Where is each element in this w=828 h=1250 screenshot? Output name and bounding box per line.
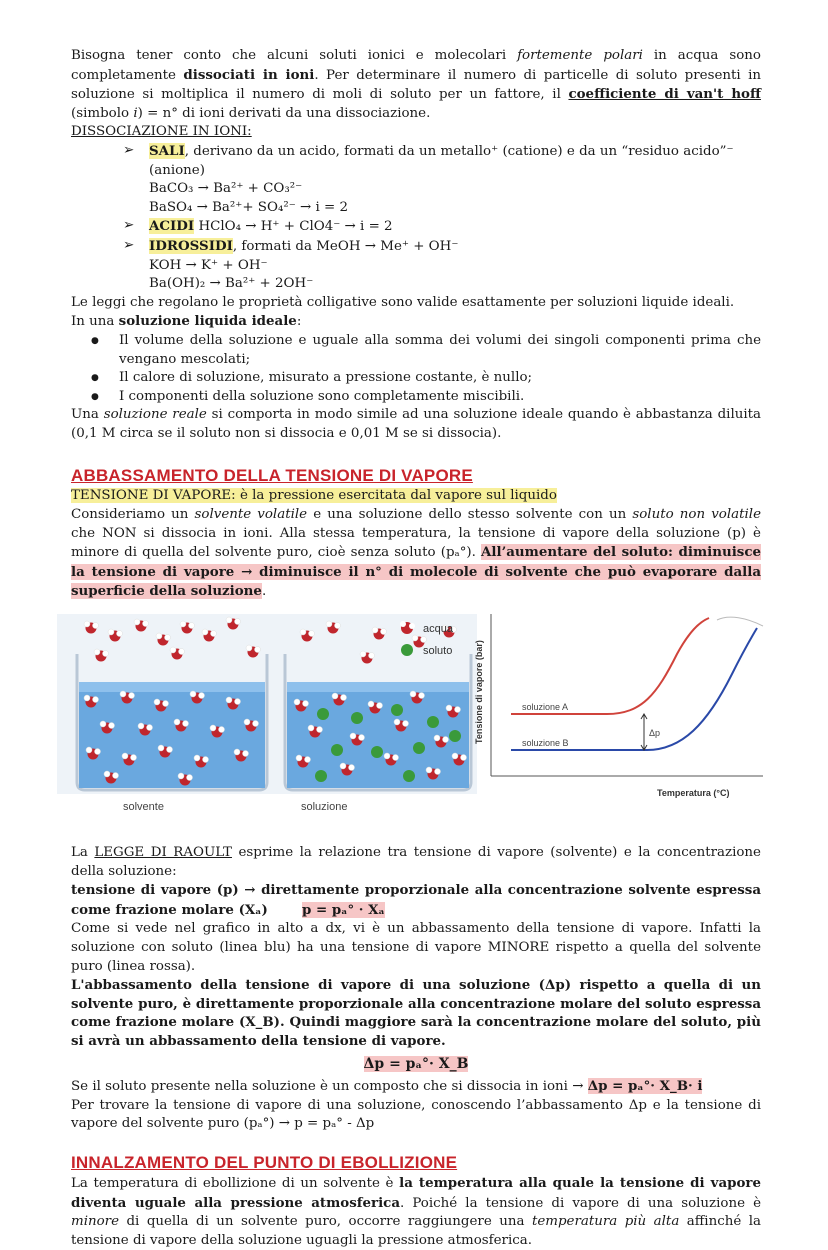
solute-particle: [427, 716, 439, 728]
list-item-acidi: ➢ ACIDI HClO₄ → H⁺ + ClO4⁻ → i = 2: [123, 218, 393, 235]
arrow-bullet-icon: ➢: [123, 237, 135, 253]
boiling-point-paragraph: La temperatura di ebollizione di un solvente è la temperatura alla quale la tensione di vapore diventa uguale alla pressione atmosferica. Poiché la tensione di vapore di una soluzione è minore di quella di un solvente puro, occorre raggiungere una temperatura più alta affinché la tensione di vapore della soluzione uguagli la pressione atmosferica.: [71, 1174, 761, 1248]
ideal-intro: Le leggi che regolano le proprietà colligative sono valide esattamente per soluzioni liquide ideali.: [71, 294, 735, 310]
dissociation-note: Se il soluto presente nella soluzione è un composto che si dissocia in ioni → Δp = pₐ°· X_B· i: [71, 1078, 703, 1095]
vapor-pressure-figure: [57, 614, 761, 834]
raoult-law: tensione di vapore (p) → direttamente proporzionale alla concentrazione solvente espressa come frazione molare (Xₐ) p = pₐ° · Xₐ: [71, 882, 761, 918]
equation: Ba(OH)₂ → Ba²⁺ + 2OH⁻: [149, 276, 314, 292]
legend-solute: soluto: [423, 645, 453, 658]
y-axis-label: Tensione di vapore (bar): [474, 640, 484, 745]
label-solvent: solvente: [123, 801, 164, 814]
solute-particle: [371, 746, 383, 758]
vapor-pressure-definition: TENSIONE DI VAPORE: è la pressione esercitata dal vapore sul liquido: [71, 488, 557, 504]
ideal-def: In una soluzione liquida ideale:: [71, 313, 302, 330]
equation: BaCO₃ → Ba²⁺ + CO₃²⁻: [149, 181, 303, 197]
legend-solute-icon: [401, 644, 413, 656]
curve-label-a: soluzione A: [522, 702, 569, 713]
solute-particle: [317, 708, 329, 720]
vapor-pressure-paragraph: Consideriamo un solvente volatile e una soluzione dello stesso solvente con un soluto non volatile che NON si dissocia in ioni. Alla stessa temperatura, la tensione di vapore della soluzione (p) è minore di quella del solvente puro, cioè senza soluto (pₐ°). All’aumentare del soluto: diminuisce la tensione di vapore → diminuisce il n° di molecole di solvente che può evaporare dalla superficie della soluzione.: [71, 507, 762, 600]
list-item: ● I componenti della soluzione sono completamente miscibili.: [91, 388, 761, 407]
x-axis-label: Temperatura (°C): [657, 788, 730, 799]
figure-svg: [57, 614, 767, 834]
raoult-intro: La LEGGE DI RAOULT esprime la relazione tra tensione di vapore (solvente) e la concentrazione della soluzione:: [71, 845, 761, 879]
curve-solution-a: [511, 618, 709, 714]
curve-solution-b: [511, 628, 757, 750]
intro-paragraph: Bisogna tener conto che alcuni soluti ionici e molecolari fortemente polari in acqua sono completamente dissociati in ioni. Per determinare il numero di particelle di soluto presenti in soluzione si moltiplica il numero di moli di soluto per un fattore, il coefficiente di van't hoff (simbolo i) = n° di ioni derivati da una dissociazione.: [71, 48, 761, 121]
solute-particle: [403, 770, 415, 782]
delta-label: Δp: [649, 728, 661, 739]
list-item-idrossidi: ➢ IDROSSIDI, formati da MeOH → Me⁺ + OH⁻: [123, 237, 459, 254]
raoult-graph-note: Come si vede nel grafico in alto a dx, vi è un abbassamento della tensione di vapore. Infatti la soluzione con soluto (linea blu) ha una tensione di vapore MINORE rispetto a quella del solvente puro (linea rossa).: [71, 921, 761, 974]
solute-particle: [449, 730, 461, 742]
dissociation-title: DISSOCIAZIONE IN IONI:: [71, 124, 252, 140]
document-page: [71, 47, 761, 1250]
solute-particle: [331, 744, 343, 756]
dissociation-list: [123, 142, 761, 294]
solute-particle: [315, 770, 327, 782]
solute-particle: [413, 742, 425, 754]
equation: KOH → K⁺ + OH⁻: [149, 257, 268, 273]
raoult-delta-paragraph: L'abbassamento della tensione di vapore di una soluzione (Δp) rispetto a quella di un solvente puro, è direttamente proporzionale alla concentrazione molare del soluto espressa come frazione molare (X_B). Quindi maggiore sarà la concentrazione molare del soluto, più si avrà un abbassamento della tensione di vapore.: [71, 977, 761, 1049]
vapor-pressure-chart: [474, 614, 763, 798]
equation: BaSO₄ → Ba²⁺+ SO₄²⁻ → i = 2: [149, 199, 349, 215]
real-solution-paragraph: Una soluzione reale si comporta in modo simile ad una soluzione ideale quando è abbastanza diluita (0,1 M circa se il soluto non si dissocia e 0,01 M se si dissocia).: [71, 407, 761, 441]
curve-label-b: soluzione B: [522, 738, 569, 749]
section-heading: INNALZAMENTO DEL PUNTO DI EBOLLIZIONE: [71, 1152, 458, 1172]
delta-equation: Δp = pₐ°· X_B: [363, 1055, 469, 1072]
section-heading: ABBASSAMENTO DELLA TENSIONE DI VAPORE: [71, 466, 473, 486]
list-item-sali: ➢ SALI, derivano da un acido, formati da un metallo⁺ (catione) e da un “residuo acido”⁻ (anione): [123, 142, 734, 178]
legend-water: acqua: [423, 623, 453, 636]
list-item: ● Il calore di soluzione, misurato a pressione costante, è nullo;: [91, 369, 761, 388]
arrow-bullet-icon: ➢: [123, 218, 135, 234]
ideal-bullets: [71, 332, 761, 406]
solute-particle: [351, 712, 363, 724]
list-item: ● Il volume della soluzione e uguale alla somma dei volumi dei singoli componenti prima che vengano mescolati;: [91, 332, 761, 369]
vapor-pressure-formula: Per trovare la tensione di vapore di una soluzione, conoscendo l’abbassamento Δp e la tensione di vapore del solvente puro (pₐ°) → p = pₐ° - Δp: [71, 1097, 761, 1132]
solute-particle: [391, 704, 403, 716]
label-solution: soluzione: [301, 801, 348, 814]
arrow-bullet-icon: ➢: [123, 142, 135, 158]
